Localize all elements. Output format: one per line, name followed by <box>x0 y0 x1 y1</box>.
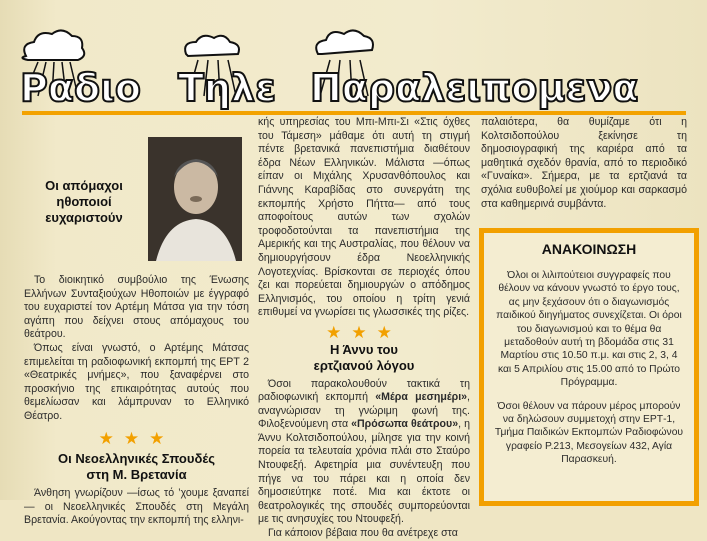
column-3 <box>481 116 687 211</box>
article-paragraph: Το διοικητικό συμβούλιο της Ένωσης Ελλήνων Συνταξιούχων Ηθοποιών με έγγραφό του ευχαριστεί τον Αρτέμη Μάτσα για την τόση αγάπη που δείχνει στους απόμαχους του θεάτρου. <box>24 274 249 341</box>
headline-line: Οι απόμαχοι <box>45 178 123 193</box>
article-paragraph: Όπως είναι γνωστό, ο Αρτέμης Μάτσας επιμελείται τη ραδιοφωνική εκπομπή της ΕΡΤ 2 «Θεατρικές μνήμες», που ξαναφέρνει στο προσκήνιο της επικαιρότητας αυτούς που θεμελίωσαν και λάμπρυναν το Ελληνικό Θέατρο. <box>24 341 249 422</box>
masthead-rule <box>22 111 686 115</box>
cloud-icon <box>22 30 84 60</box>
portrait-photo <box>148 137 242 261</box>
stars-divider: ★★★ <box>98 428 175 448</box>
headline-line: ηθοποιοί <box>56 194 112 209</box>
announcement-paragraph: Όλοι οι λιλιπούτειοι συγγραφείς που θέλουν να κάνουν γνωστό το έργο τους, ας μην ξεχάσουν ότι ο διαγωνισμός παιδικού διηγήματος συνεχίζεται. Οι όροι του διαγωνισμού και το θέμα θα μεταδοθούν αυτή τη βδομάδα στις 31 Μαρτίου στις 10.50 π.μ. και στις 2, 3, 4 και 5 Απριλίου στις 15.00 από το Πρώτο Πρόγραμμα. <box>496 270 682 389</box>
text-run-bold: «Μέρα μεσημέρι» <box>375 391 468 404</box>
portrait-icon <box>148 137 242 261</box>
masthead-word-tele: Τηλε <box>178 66 277 110</box>
cloud-icon <box>185 36 239 56</box>
masthead <box>18 26 688 110</box>
text-run: Όσοι παρακολουθούν τακτικά τη ραδιοφωνική εκπομπή <box>258 377 470 404</box>
masthead-word-radio: Ραδιο <box>20 66 141 110</box>
article-paragraph: παλαιότερα, θα θυμίζαμε ότι η Κολτσιδοπούλου ξεκίνησε τη δημοσιογραφική της καριέρα από τα μαθητικά σχεδόν θρανία, από το περιοδικό «Γυναίκα». Σήμερα, με τα ερτζιανά τα σχόλια ευθυβολεί με χιούμορ και σαρκασμό στα καθημερινά συμβάντα. <box>481 116 687 210</box>
text-run: , αναγνώρισαν τη γνώριμη φωνή της. Φιλοξενούμενη στα <box>258 391 470 431</box>
text-run-bold: «Πρόσωπα θεάτρου» <box>351 418 459 431</box>
announcement-box <box>479 228 699 506</box>
announcement-title: ΑΝΑΚΟΙΝΩΣΗ <box>541 241 637 257</box>
article-paragraph: Για κάποιον βέβαια που θα ανέτρεχε στα <box>268 527 458 540</box>
text-run: , η Άννυ Κολτσιδοπούλου, μίλησε για την κοινή πορεία τα τελευταία χρόνια πλάι στο Σταύρο Ντουφεξή. Αφετηρία μια συνέντευξη που πήγε να του πάρει και η οποία δεν δημοσιεύτηκε ποτέ. Μια και έκτοτε οι θεατρολογικές της σπουδές συμπορεύονται με τις ανησυχίες του Ντουφεξή. <box>258 418 470 526</box>
article-paragraph: κής υπηρεσίας του Μπι-Μπι-Σι «Στις όχθες του Τάμεση» μάθαμε ότι αυτή τη στιγμή πέντε βρετανικά πανεπιστήμια διαθέτουν έδρα Νέων Ελληνικών. Μάλιστα —όπως είπαν οι Μιχάλης Χρυσανθόπουλος και Γιάννης Καραβίδας στο συνεργάτη της εκπομπής Χρήστο Πήττα— από τους αποφοίτους αυτών των σχολών τροφοδοτούνται τα πανεπιστήμια της Αμερικής και της Αυστραλίας, που θέλουν να δημιουργήσουν έδρα Νεοελληνικής Λογοτεχνίας. Βρίσκονται σε περιοχές όπου ζει και πορεύεται δημιουργών ο απόδημος Ελληνισμός, του οποίου η τρίτη γενιά επιθυμεί να γνωρίσει τις γλωσσικές της ρίζες. <box>258 116 470 319</box>
headline-line: Η Άννυ του <box>329 341 398 357</box>
headline-block <box>24 178 144 226</box>
headline-line: Οι Νεοελληνικές Σπουδές <box>58 451 215 467</box>
headline-line: στη Μ. Βρετανία <box>86 467 187 483</box>
stars-divider: ★★★ <box>326 322 402 342</box>
headline-line: ερτζιανού λόγου <box>313 357 415 373</box>
article-paragraph: Άνθηση γνωρίζουν —ίσως τό ’χουμε ξαναπεί— οι Νεοελληνικές Σπουδές στη Μεγάλη Βρετανία. Ακούγοντας την εκπομπή της ελληνι- <box>24 487 249 527</box>
announcement-paragraph: Όσοι θέλουν να πάρουν μέρος μπορούν να δηλώσουν συμμετοχή στην ΕΡΤ-1, Τμήμα Παιδικών Εκπομπών Ραδιοφώνου γραφείο Ρ.213, Μεσογείων 432, Αγία Παρασκευή. <box>494 400 684 466</box>
cloud-icon <box>316 30 373 54</box>
masthead-word-paraleipomena: Παραλειπομενα <box>310 66 639 110</box>
column-1 <box>24 274 249 528</box>
column-2 <box>258 116 470 541</box>
headline-line: ευχαριστούν <box>45 210 123 225</box>
article-paragraph <box>258 378 470 528</box>
